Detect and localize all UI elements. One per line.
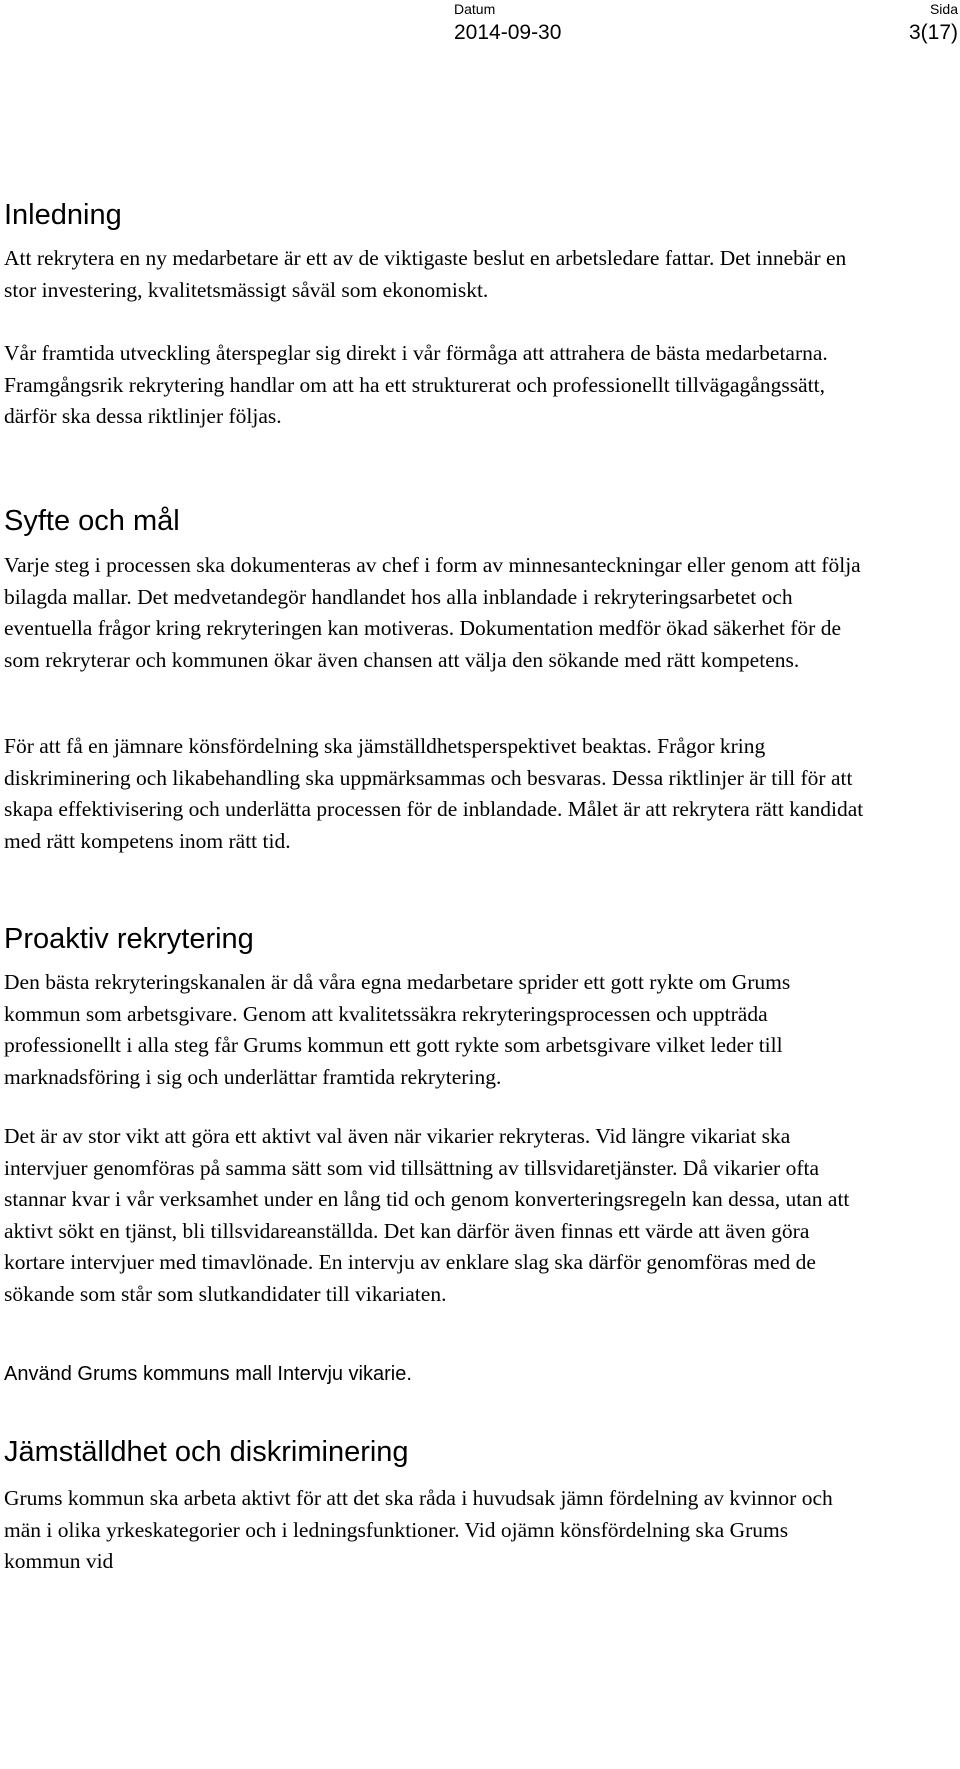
heading-jamstalldhet: Jämställdhet och diskriminering — [4, 1436, 409, 1468]
paragraph-inledning-1: Att rekrytera en ny medarbetare är ett av de viktigaste beslut en arbetsledare fattar. Det innebär en stor investering, kvalitetsmässigt såväl som ekonomiskt. — [4, 246, 847, 302]
paragraph-inledning-2: Vår framtida utveckling återspeglar sig direkt i vår förmåga att attrahera de bästa medarbetarna. Framgångsrik rekrytering handlar om att ha ett strukturerat och professionellt tillvägagångssätt, därför ska dessa riktlinjer följas. — [4, 341, 828, 428]
date-label: Datum — [454, 1, 496, 17]
date-value: 2014-09-30 — [454, 21, 562, 44]
paragraph-proaktiv-1: Den bästa rekryteringskanalen är då våra egna medarbetare sprider ett gott rykte om Grums kommun som arbetsgivare. Genom att kvalitetssäkra rekryteringsprocessen och uppträda professionellt i alla steg får Grums kommun ett gott rykte som arbetsgivare vilket leder till marknadsföring i sig och underlättar framtida rekrytering. — [4, 970, 791, 1089]
paragraph-syfte-2: För att få en jämnare könsfördelning ska jämställdhetsperspektivet beaktas. Frågor kring diskriminering och likabehandling ska uppmärksammas och besvaras. Dessa riktlinjer är till för att skapa effektivisering och underlätta processen för de inblandade. Målet är att rekrytera rätt kandidat med rätt kompetens inom rätt tid. — [4, 734, 864, 853]
paragraph-proaktiv-3: Använd Grums kommuns mall Intervju vikarie. — [4, 1363, 412, 1385]
page-header — [0, 0, 960, 60]
heading-inledning: Inledning — [4, 199, 122, 231]
heading-syfte-och-mal: Syfte och mål — [4, 505, 180, 537]
paragraph-jamstalldhet-1: Grums kommun ska arbeta aktivt för att det ska råda i huvudsak jämn fördelning av kvinnor och män i olika yrkeskategorier och i ledningsfunktioner. Vid ojämn könsfördelning ska Grums kommun vid — [4, 1486, 833, 1573]
paragraph-syfte-1: Varje steg i processen ska dokumenteras av chef i form av minnesanteckningar eller genom att följa bilagda mallar. Det medvetandegör handlandet hos alla inblandade i rekryteringsarbetet och eventuella frågor kring rekryteringen kan motiveras. Dokumentation medför ökad säkerhet för de som rekryterar och kommunen ökar även chansen att välja den sökande med rätt kompetens. — [4, 553, 861, 672]
paragraph-proaktiv-2: Det är av stor vikt att göra ett aktivt val även när vikarier rekryteras. Vid längre vikariat ska intervjuer genomföras på samma sätt som vid tillsättning av tillsvidaretjänster. Då vikarier ofta stannar kvar i vår verksamhet under en lång tid och genom konverteringsregeln kan dessa, utan att aktivt sökt en tjänst, bli tillsvidareanställda. Det kan därför även finnas ett värde att även göra kortare intervjuer med timavlönade. En intervju av enklare slag ska därför genomföras med de sökande som står som slutkandidater till vikariaten. — [4, 1124, 850, 1306]
heading-proaktiv-rekrytering: Proaktiv rekrytering — [4, 923, 254, 955]
page-label: Sida — [929, 1, 958, 17]
page-number: 3(17) — [908, 21, 958, 44]
